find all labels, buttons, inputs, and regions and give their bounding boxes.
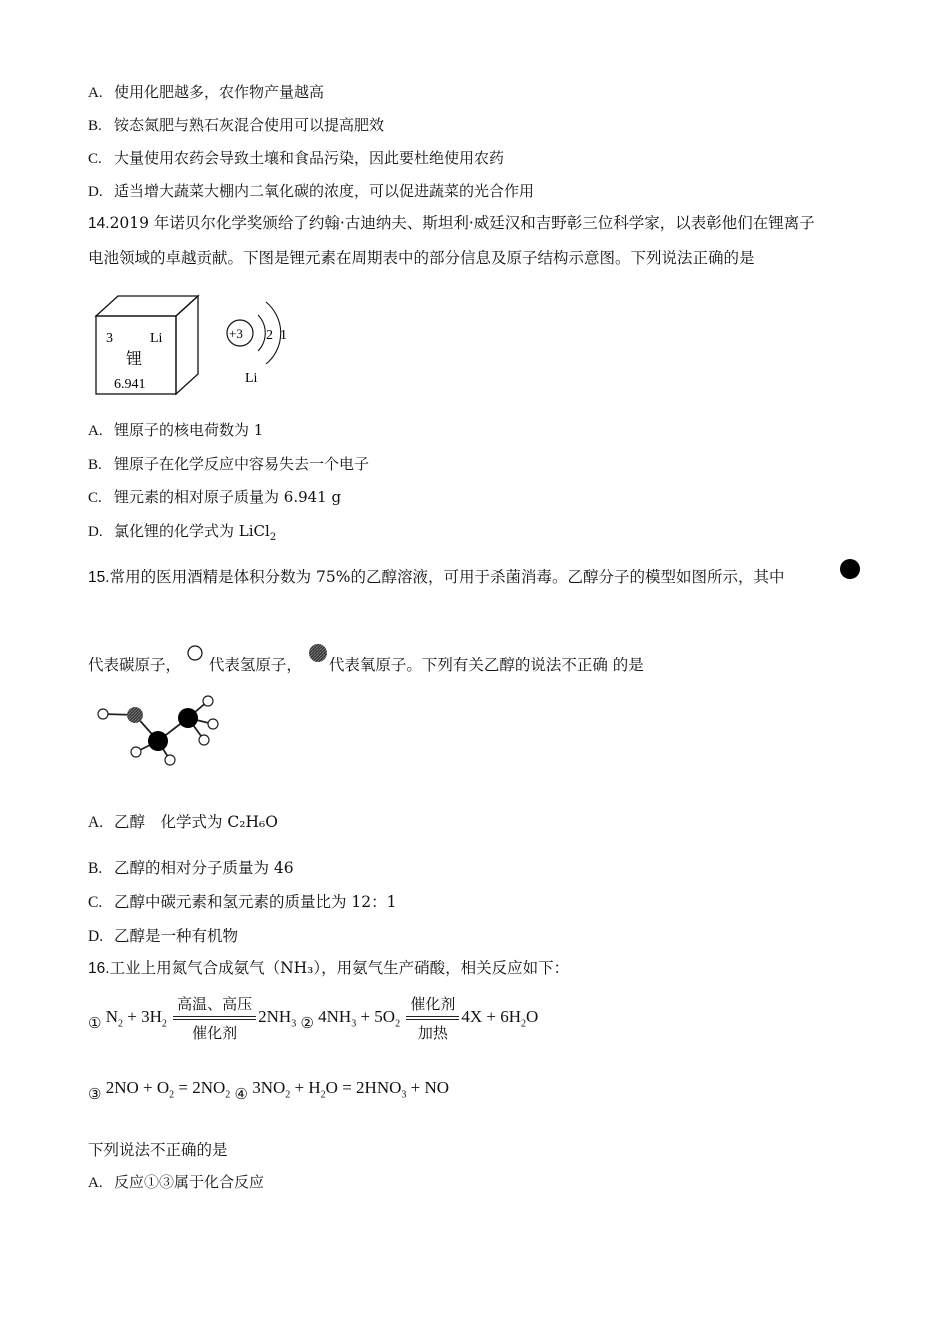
- condition-2: $\frac{\text{催化剂}}{\text{加热}}$: [406, 993, 459, 1043]
- shell-1-count: 2: [266, 328, 273, 343]
- q15-stem-line1: 15.常用的医用酒精是体积分数为 75%的乙醇溶液，可用于杀菌消毒。乙醇分子的模型如图所示，其中: [88, 568, 785, 586]
- q15-option-c: C. 乙醇中碳元素和氢元素的质量比为 12：1: [88, 893, 397, 911]
- lithium-figure: [90, 290, 300, 400]
- equation-row-2: ③ $2NO + O_2 = 2NO_2$ ④ $3NO_2 + H_2O = 2HNO_3$ + NO: [88, 1078, 450, 1103]
- q14-stem: 14.2019 年诺贝尔化学奖颁给了约翰·古迪纳夫、斯坦利·威廷汉和吉野彰三位科学家，以表彰他们在锂离子 电池领域的卓越贡献。下图是锂元素在周期表中的部分信息及原子结构示意图。下列说法正确的是: [88, 214, 815, 267]
- nucleus-charge: +3: [229, 326, 243, 341]
- element-number: 3: [106, 331, 113, 346]
- q13-option-a: A. 使用化肥越多，农作物产量越高: [88, 83, 325, 101]
- atom-label: Li: [245, 371, 258, 386]
- q13-option-d: D. 适当增大蔬菜大棚内二氧化碳的浓度，可以促进蔬菜的光合作用: [88, 182, 535, 200]
- shell-2-count: 1: [280, 328, 287, 343]
- q14-option-d: D. 氯化锂的化学式为 LiCl$_2$: [88, 522, 277, 543]
- condition-1: $\frac{\text{高温、高压}}{\text{催化剂}}$: [173, 993, 256, 1043]
- carbon-atom-icon: [838, 557, 862, 581]
- q15-option-d: D. 乙醇是一种有机物: [88, 927, 239, 945]
- q14-option-b: B. 锂原子在化学反应中容易失去一个电子: [88, 455, 370, 473]
- q13-option-c: C. 大量使用农药会导致土壤和食品污染，因此要杜绝使用农药: [88, 149, 505, 167]
- hydrogen-atom-icon: [186, 644, 204, 662]
- q14-option-c: C. 锂元素的相对原子质量为 6.941 g: [88, 488, 342, 506]
- element-name: 锂: [126, 349, 143, 368]
- oxygen-atom-icon: [307, 642, 329, 664]
- ethanol-molecule-model: [92, 688, 222, 773]
- q16-prompt: 下列说法不正确的是: [88, 1141, 228, 1159]
- q16-stem: 16.工业上用氮气合成氨气（NH₃），用氨气生产硝酸，相关反应如下：: [88, 959, 570, 977]
- q15-stem-line2: 代表碳原子， 代表氢原子， 代表氧原子。下列有关乙醇的说法不正确 的是: [88, 642, 644, 675]
- q15-option-b: B. 乙醇的相对分子质量为 46: [88, 859, 294, 877]
- q15-option-a: A. 乙醇 化学式为 C₂H₆O: [88, 813, 278, 831]
- q16-option-a: A. 反应①③属于化合反应: [88, 1173, 265, 1191]
- element-symbol: Li: [150, 331, 163, 346]
- q13-option-b: B. 铵态氮肥与熟石灰混合使用可以提高肥效: [88, 116, 385, 134]
- equation-row-1: ① $N_2 + 3H_2$ $\frac{\text{高温、高压}}{\text{催化剂}}$ $2NH_3$ ② $4NH_3 + 5O_2$ $\frac{\text{催化剂}}{\text{加热}}$ $4X + 6H_2O$: [88, 995, 539, 1042]
- q14-option-a: A. 锂原子的核电荷数为 1: [88, 421, 264, 439]
- element-mass: 6.941: [114, 377, 146, 392]
